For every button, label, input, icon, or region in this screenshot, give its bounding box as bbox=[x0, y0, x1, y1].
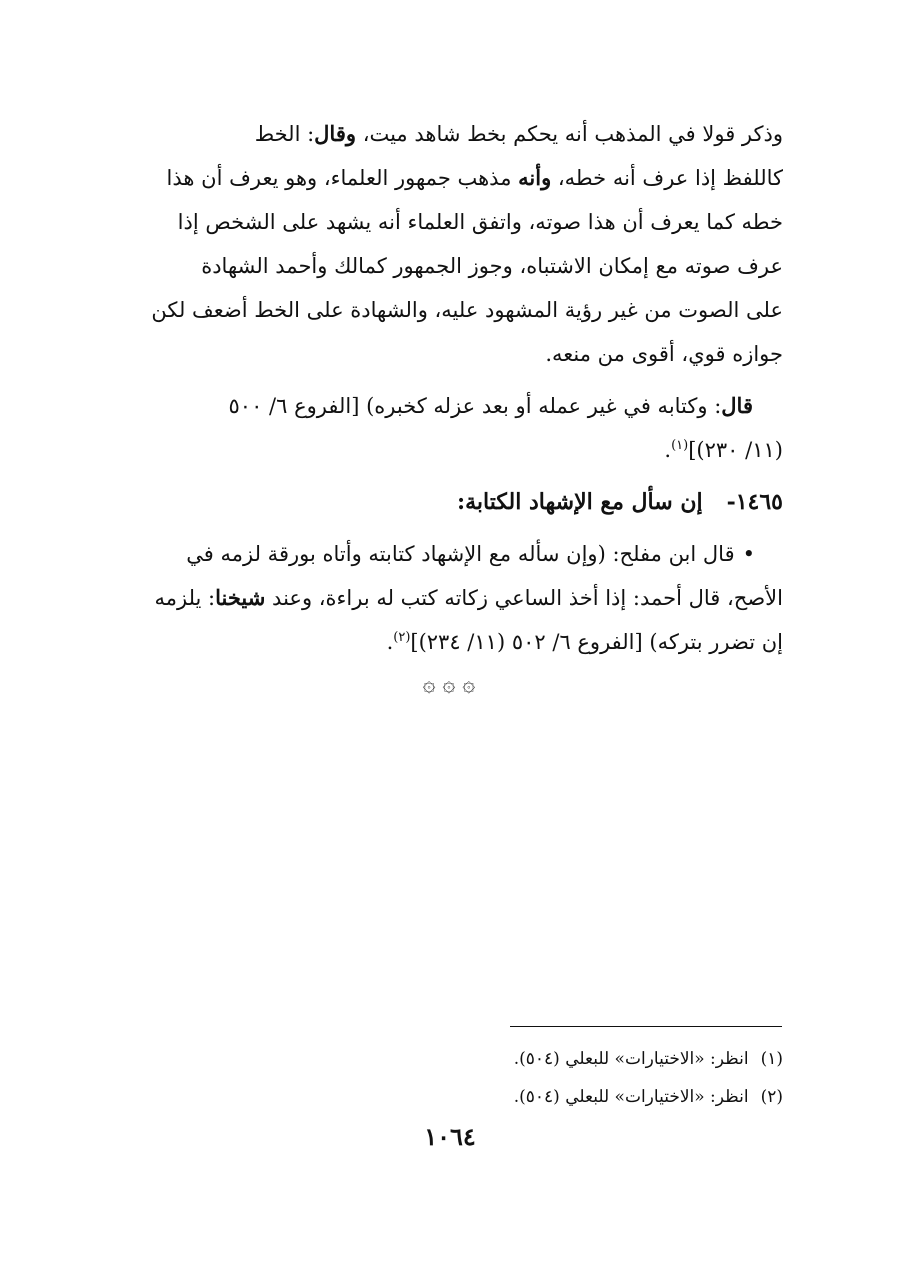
text-run: : يلزمه bbox=[154, 586, 216, 610]
text-run: إن تضرر بتركه) [الفروع ٦/ ٥٠٢ (١١/ ٢٣٤)] bbox=[410, 630, 783, 654]
paragraph-3 bbox=[115, 532, 783, 664]
text-run: : وكتابه في غير عمله أو بعد عزله كخبره) [الفروع ٦/ ٥٠٠ bbox=[228, 394, 722, 418]
text-run: . bbox=[386, 630, 394, 654]
footnote-text: انظر: «الاختيارات» للبعلي (٥٠٤). bbox=[513, 1087, 749, 1107]
paragraph-2 bbox=[115, 384, 783, 472]
paragraph-1-line-6: جوازه قوي، أقوى من منعه. bbox=[545, 342, 783, 366]
footnote-mark: (١) bbox=[760, 1049, 783, 1069]
paragraph-1-line-5: على الصوت من غير رؤية المشهود عليه، والشهادة على الخط أضعف لكن bbox=[151, 298, 783, 322]
text-run: . bbox=[664, 438, 672, 462]
paragraph-1-line-2 bbox=[115, 156, 783, 200]
paragraph-1-line-4: عرف صوته مع إمكان الاشتباه، وجوز الجمهور كمالك وأحمد الشهادة bbox=[201, 254, 783, 278]
paragraph-2-line-1 bbox=[115, 384, 783, 428]
text-run: كاللفظ إذا عرف أنه خطه، bbox=[551, 166, 783, 190]
bold-run: وقال bbox=[314, 121, 357, 146]
text-run: مذهب جمهور العلماء، وهو يعرف أن هذا bbox=[166, 166, 519, 190]
paragraph-1-line-1 bbox=[115, 112, 783, 156]
bold-run: وأنه bbox=[518, 165, 552, 190]
section-number: ١٤٦٥- bbox=[726, 489, 783, 515]
bold-run: قال bbox=[721, 393, 753, 418]
text-run: الأصح، قال أحمد: إذا أخذ الساعي زكاته كتب له براءة، وعند bbox=[265, 586, 783, 610]
footnote-ref-2[interactable]: (٢) bbox=[393, 630, 411, 645]
footnote-ref-1[interactable]: (١) bbox=[671, 438, 689, 453]
section-title: إن سأل مع الإشهاد الكتابة: bbox=[456, 489, 703, 515]
paragraph-3-line-3 bbox=[115, 620, 783, 664]
paragraph-2-line-2 bbox=[115, 428, 783, 472]
footnote-separator bbox=[510, 1026, 782, 1027]
text-run: قال ابن مفلح: (وإن سأله مع الإشهاد كتابته وأتاه بورقة لزمه في bbox=[186, 542, 735, 566]
text-run: : الخط bbox=[254, 122, 315, 146]
ornament-divider-icon: ۞ ۞ ۞ bbox=[422, 672, 476, 697]
paragraph-1 bbox=[115, 112, 783, 376]
text-run: (١١/ ٢٣٠)] bbox=[688, 438, 783, 462]
page-number: ١٠٦٤ bbox=[424, 1122, 476, 1151]
footnote-2 bbox=[115, 1078, 783, 1116]
footnote-1 bbox=[115, 1040, 783, 1078]
footnote-mark: (٢) bbox=[760, 1087, 783, 1107]
paragraph-3-line-1 bbox=[115, 532, 783, 576]
footnotes bbox=[115, 1040, 783, 1116]
section-heading bbox=[115, 480, 783, 524]
bold-run: شيخنا bbox=[215, 585, 266, 610]
bullet: • bbox=[742, 542, 755, 566]
page-body bbox=[115, 112, 783, 697]
paragraph-1-line-3: خطه كما يعرف أن هذا صوته، واتفق العلماء أنه يشهد على الشخص إذا bbox=[177, 210, 783, 234]
text-run: وذكر قولا في المذهب أنه يحكم بخط شاهد ميت، bbox=[356, 122, 783, 146]
paragraph-3-line-2 bbox=[115, 576, 783, 620]
footnote-text: انظر: «الاختيارات» للبعلي (٥٠٤). bbox=[513, 1049, 749, 1069]
